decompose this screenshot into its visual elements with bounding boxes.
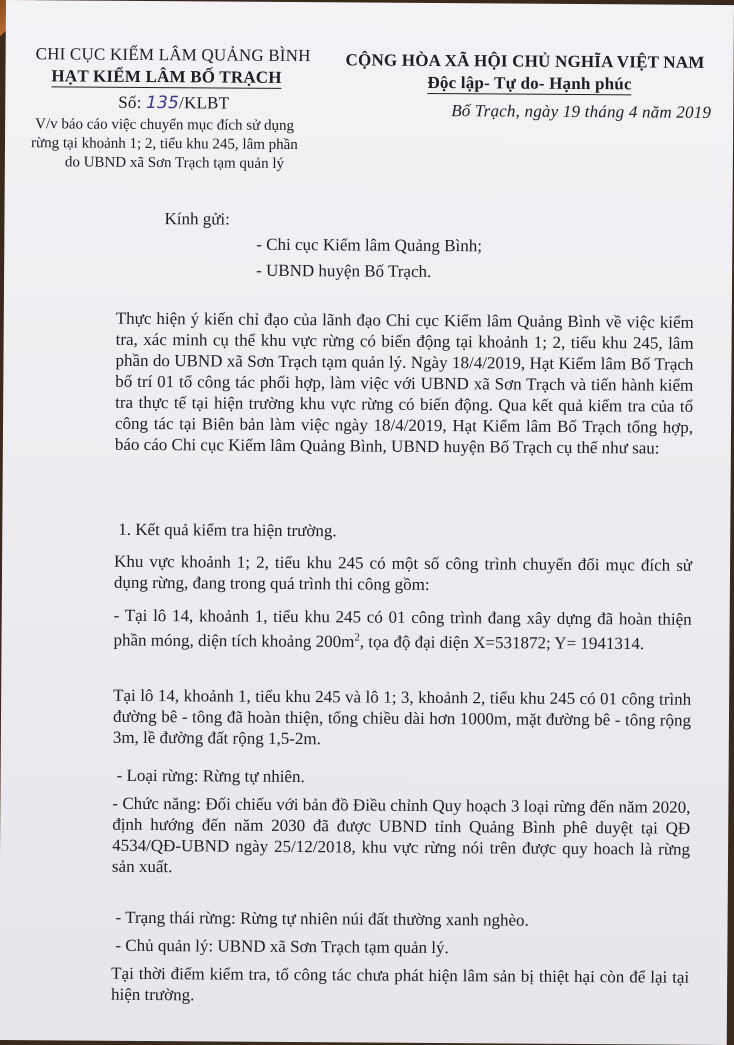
paragraph-3-text: - Tại lô 14, khoảnh 1, tiểu khu 245 có 01 công trình đang xây dựng đã hoàn thiện phần móng, diện tích khoảng 200m <box>113 605 692 652</box>
paragraph-3 <box>113 605 691 655</box>
doc-number-prefix: Số: <box>118 92 142 112</box>
paragraph-5: - Loại rừng: Rừng tự nhiên. <box>116 765 305 787</box>
agency-name <box>51 66 281 88</box>
recipient-2: - UBND huyện Bố Trạch. <box>256 260 432 281</box>
section-1-heading: 1. Kết quả kiểm tra hiện trường. <box>118 519 337 541</box>
motto <box>427 73 631 94</box>
subject-line-1: V/v báo cáo việc chuyển mục đích sử dụng <box>35 116 295 135</box>
doc-number-suffix: /KLBT <box>179 93 230 113</box>
place-date: Bố Trạch, ngày 19 tháng 4 năm 2019 <box>451 101 712 122</box>
paragraph-7: - Trạng thái rừng: Rừng tự nhiên núi đất thường xanh nghèo. <box>115 907 529 930</box>
paragraph-3-coordinates: , tọa độ đại diện X=531872; Y= 1941314. <box>359 632 645 654</box>
motto-text: Độc lập- Tự do- Hạnh phúc <box>427 72 632 94</box>
paragraph-1-text: Thực hiện ý kiến chỉ đạo của lãnh đạo Chi cục Kiểm lâm Quảng Bình về việc kiểm tra, xác minh cụ thể khu vực rừng có biến động tại khoảnh 1; 2, tiểu khu 245, lâm phần do UBND xã Sơn Trạch tạm quản lý. Ngày 18/4/2019, Hạt Kiểm lâm Bố Trạch bố trí 01 tổ công tác phối hợp, làm việc với UBND xã Sơn Trạch và tiến hành kiểm tra thực tế tại hiện trường khu vực rừng có biến động. Qua kết quả kiểm tra của tổ công tác tại Biên bản làm việc ngày 18/4/2019, Hạt Kiểm lâm Bố Trạch tổng hợp, báo cáo Chi cục Kiểm lâm Quảng Bình, UBND huyện Bố Trạch cụ thể như sau: <box>114 308 694 458</box>
country-name: CỘNG HÒA XÃ HỘI CHỦ NGHĨA VIỆT NAM <box>345 50 705 72</box>
subject-line-3: do UBND xã Sơn Trạch tạm quản lý <box>64 154 285 172</box>
recipient-1: - Chi cục Kiểm lâm Quảng Bình; <box>256 234 483 256</box>
paragraph-4: Tại lô 14, khoảnh 1, tiểu khu 245 và lô 1; 3, khoảnh 2, tiểu khu 245 có 01 công trình đường bê - tông đã hoàn thiện, tổng chiều dài hơn 1000m, mặt đường bê - tông rộng 3m, lề đường đất rộng 1,5-2m. <box>112 685 692 749</box>
paragraph-9: Tại thời điểm kiểm tra, tổ công tác chưa phát hiện lâm sản bị thiệt hại còn để lại tại hiện trường. <box>110 963 690 1005</box>
paragraph-8: - Chủ quản lý: UBND xã Sơn Trạch tạm quản lý. <box>115 935 449 958</box>
paragraph-1 <box>115 308 694 459</box>
agency-name-text: HẠT KIỂM LÂM BỐ TRẠCH <box>51 66 282 87</box>
area-unit-exponent: 2 <box>354 631 360 644</box>
paragraph-6: - Chức năng: Đối chiếu với bản đồ Điều chỉnh Quy hoạch 3 loại rừng đến năm 2020, định hướng đến năm 2030 đã được UBND tỉnh Quảng Bình phê duyệt tại QĐ 4534/QĐ-UBND ngày 25/12/2018, khu vực rừng nói trên được quy hoach là rừng sản xuất. <box>111 793 691 877</box>
paragraph-2: Khu vực khoảnh 1; 2, tiểu khu 245 có một số công trình chuyển đổi mục đích sử dụng rừng, đang trong quá trình thi công gồm: <box>113 551 693 594</box>
greeting: Kính gửi: <box>164 209 230 229</box>
agency-parent: CHI CỤC KIỂM LÂM QUẢNG BÌNH <box>35 44 311 66</box>
subject-line-2: rừng tại khoảnh 1; 2, tiểu khu 245, lâm phần <box>30 135 298 154</box>
doc-number-handwritten: 135 <box>145 92 180 114</box>
doc-number <box>118 93 229 114</box>
